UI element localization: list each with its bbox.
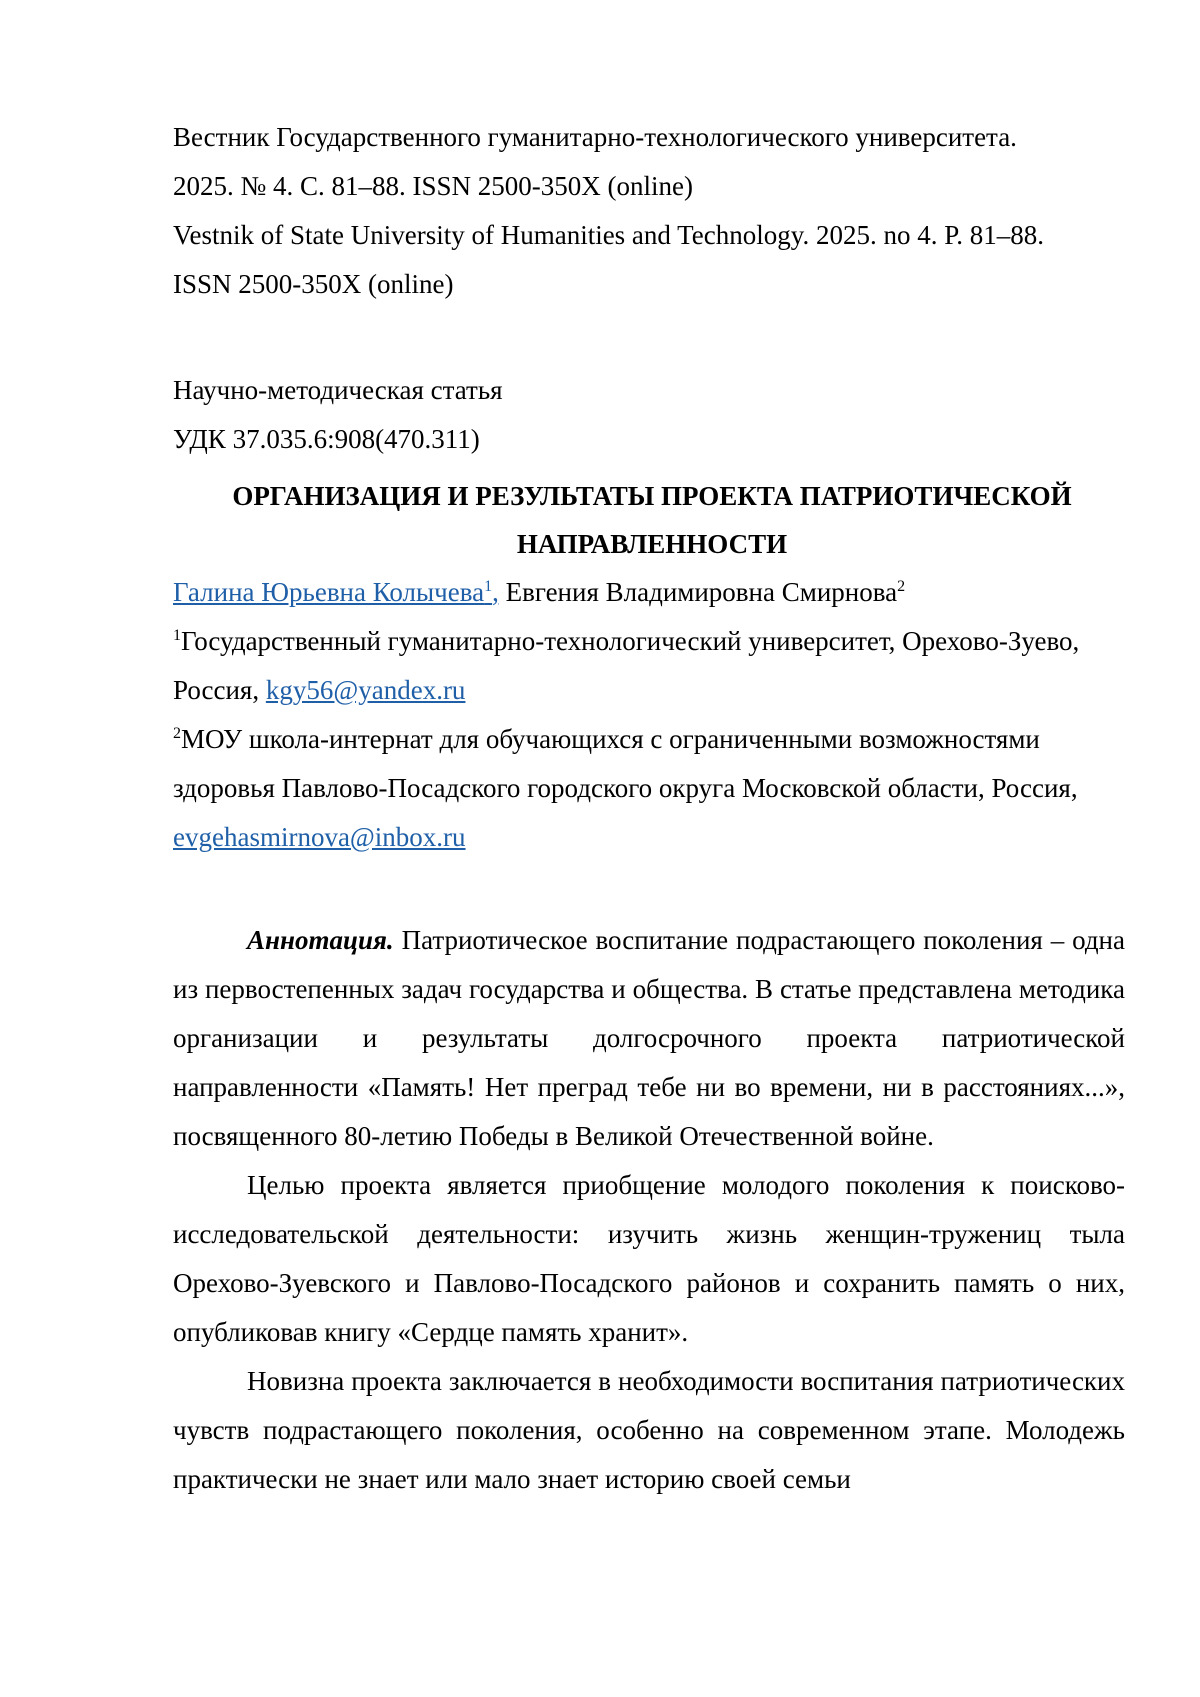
email-link-1[interactable]: kgy56@yandex.ru <box>265 675 466 705</box>
journal-citation-ru-line2: 2025. № 4. С. 81–88. ISSN 2500-350X (online) <box>173 171 694 201</box>
affiliation-2-text: МОУ школа-интернат для обучающихся с ограниченными возможностями здоровья Павлово-Посадского городского округа Московской области, Россия, <box>173 724 1078 803</box>
article-title-line2: НАПРАВЛЕННОСТИ <box>516 529 788 559</box>
article-page <box>173 113 1125 1504</box>
udc-code: УДК 37.035.6:908(470.311) <box>173 424 480 454</box>
abstract-label: Аннотация. <box>247 925 394 955</box>
affiliation-1-sup: 1 <box>173 627 181 644</box>
spacer <box>173 862 1125 916</box>
affiliation-2-sup: 2 <box>173 725 181 742</box>
authors-line <box>173 568 1125 617</box>
abstract-paragraph-3: Новизна проекта заключается в необходимости воспитания патриотических чувств подрастающего поколения, особенно на современном этапе. Молодежь практически не знает или мало знает историю своей семьи <box>173 1366 1125 1494</box>
abstract-paragraph-2: Целью проекта является приобщение молодого поколения к поисково-исследовательской деятельности: изучить жизнь женщин-тружениц тыла Орехово-Зуевского и Павлово-Посадского районов и сохранить память о них, опубликовав книгу «Сердце память хранит». <box>173 1170 1125 1347</box>
spacer <box>173 464 1125 472</box>
journal-citation-ru-line1: Вестник Государственного гуманитарно-технологического университета. <box>173 122 1017 152</box>
affiliation-1-text: Государственный гуманитарно-технологический университет, Орехово-Зуево, Россия, <box>173 626 1080 705</box>
spacer <box>173 309 1125 366</box>
email-link-2[interactable]: evgehasmirnova@inbox.ru <box>173 822 466 852</box>
author2-sup: 2 <box>897 578 906 595</box>
author1-link[interactable] <box>173 577 499 607</box>
affiliation-2 <box>173 715 1125 862</box>
journal-citation-en-line1: Vestnik of State University of Humanities and Technology. 2025. no 4. P. 81–88. <box>173 220 1045 250</box>
abstract-text-1: Патриотическое воспитание подрастающего поколения – одна из первостепенных задач государства и общества. В статье представлена методика организации и результаты долгосрочного проекта патриотической направленности «Память! Нет преград тебе ни во времени, ни в расстояниях...», посвященного 80-летию Победы в Великой Отечественной войне. <box>173 925 1125 1151</box>
journal-citation-en-line2: ISSN 2500-350X (online) <box>173 269 454 299</box>
author1-sup: 1 <box>484 578 493 595</box>
abstract-paragraph-1 <box>173 916 1125 1161</box>
article-title-line1: ОРГАНИЗАЦИЯ И РЕЗУЛЬТАТЫ ПРОЕКТА ПАТРИОТИЧЕСКОЙ <box>232 481 1072 511</box>
author-separator: , <box>492 577 499 607</box>
author2-name: Евгения Владимировна Смирнова <box>505 577 898 607</box>
affiliation-1 <box>173 617 1125 715</box>
author1-name: Галина Юрьевна Колычева <box>173 577 485 607</box>
article-type: Научно-методическая статья <box>173 375 503 405</box>
